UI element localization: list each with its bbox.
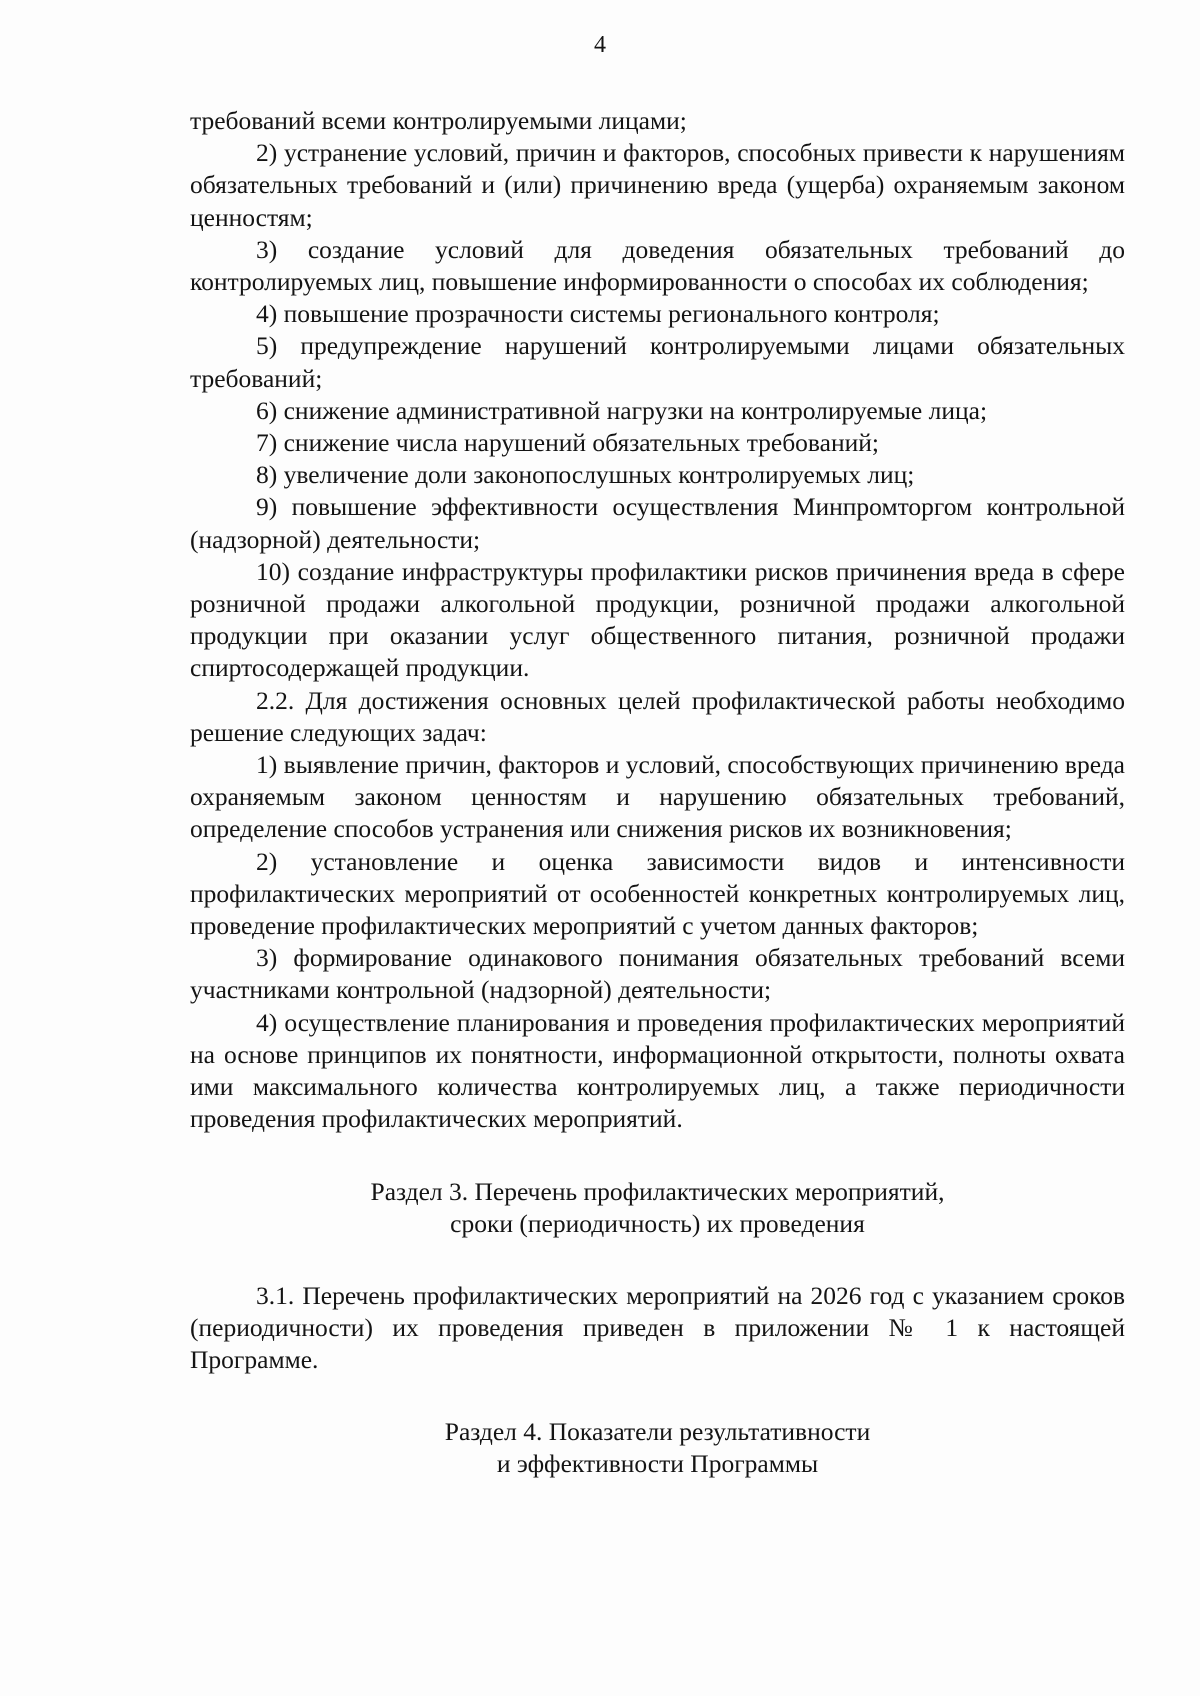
paragraph-2-2: 2.2. Для достижения основных целей профилактической работы необходимо решение следующих задач: — [190, 685, 1125, 747]
list-item-goal-2: 2) устранение условий, причин и факторов, способных привести к нарушениям обязательных требований и (или) причинению вреда (ущерба) охраняемым законом ценностям; — [190, 138, 1125, 232]
paragraph-continuation: требований всеми контролируемыми лицами; — [190, 106, 687, 135]
list-item-goal-5: 5) предупреждение нарушений контролируемыми лицами обязательных требований; — [190, 331, 1125, 393]
section-4-heading-line-1: Раздел 4. Показатели результативности — [444, 1417, 871, 1447]
section-3-heading-line-1: Раздел 3. Перечень профилактических мероприятий, — [370, 1176, 945, 1206]
spacer — [190, 1240, 1125, 1280]
document-body — [190, 105, 1125, 1480]
list-item-goal-9: 9) повышение эффективности осуществления Минпромторгом контрольной (надзорной) деятельности; — [190, 492, 1125, 554]
list-item-goal-8: 8) увеличение доли законопослушных контролируемых лиц; — [256, 460, 915, 490]
spacer — [190, 1376, 1125, 1416]
list-item-task-2: 2) установление и оценка зависимости видов и интенсивности профилактических мероприятий от особенностей конкретных контролируемых лиц, проведение профилактических мероприятий с учетом данных факторов; — [190, 846, 1125, 941]
list-item-goal-7: 7) снижение числа нарушений обязательных требований; — [256, 428, 879, 458]
list-item-goal-6: 6) снижение административной нагрузки на контролируемые лица; — [256, 395, 988, 425]
paragraph-3-1: 3.1. Перечень профилактических мероприятий на 2026 год с указанием сроков (периодичности) их проведения приведен в приложении № 1 к настоящей Программе. — [190, 1280, 1125, 1374]
list-item-goal-4: 4) повышение прозрачности системы регионального контроля; — [256, 299, 940, 329]
section-3-heading-line-2: сроки (периодичность) их проведения — [450, 1208, 865, 1238]
list-item-task-3: 3) формирование одинакового понимания обязательных требований всеми участниками контрольной (надзорной) деятельности; — [190, 943, 1125, 1005]
list-item-goal-10: 10) создание инфраструктуры профилактики рисков причинения вреда в сфере розничной продажи алкогольной продукции, розничной продажи алкогольной продукции при оказании услуг общественного питания, розничной продажи спиртосодержащей продукции. — [190, 556, 1125, 683]
spacer — [190, 1136, 1125, 1176]
list-item-task-1: 1) выявление причин, факторов и условий, способствующих причинению вреда охраняемым законом ценностям и нарушению обязательных требований, определение способов устранения или снижения рисков их возникновения; — [190, 750, 1125, 844]
section-4-heading-line-2: и эффективности Программы — [496, 1449, 819, 1479]
list-item-task-4: 4) осуществление планирования и проведения профилактических мероприятий на основе принципов их понятности, информационной открытости, полноты охвата ими максимального количества контролируемых лиц, а также периодичности проведения профилактических мероприятий. — [190, 1007, 1125, 1134]
page-number: 4 — [594, 32, 606, 58]
list-item-goal-3: 3) создание условий для доведения обязательных требований до контролируемых лиц, повышение информированности о способах их соблюдения; — [190, 234, 1125, 297]
